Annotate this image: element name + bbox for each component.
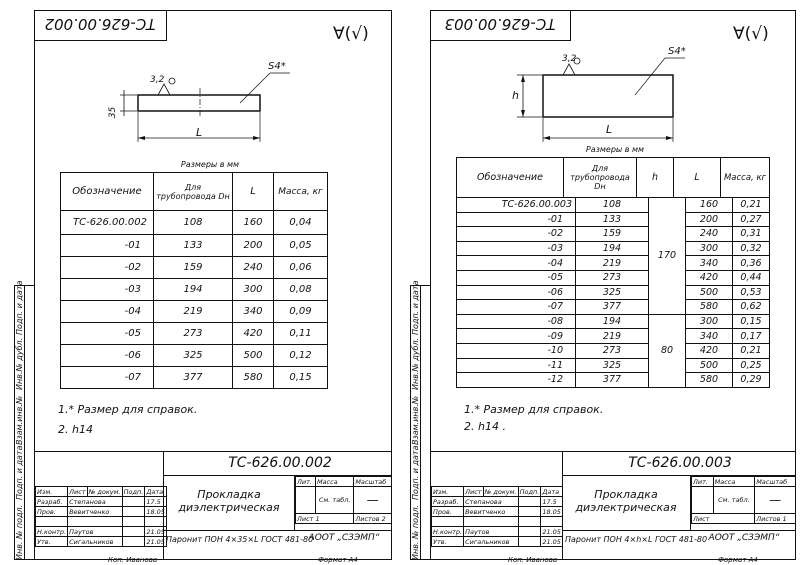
right-spec-table [456,157,770,198]
left-dim-s: S4* [268,61,286,72]
left-row-7-code: -07 [61,367,154,389]
left-tb-right: Лит. Масса Масштаб См. табл. — Лист 1 Листов 2 [295,476,392,524]
left-tb-utv-name: Сигальников [68,537,123,547]
right-row-10 [457,343,770,358]
left-note-2: 2. h14 [58,423,93,436]
right-row-12-col-0: -12 [457,373,576,388]
right-row-5-col-1: 273 [576,270,649,285]
right-th-mass: Масса, кг [721,158,770,198]
left-format: Формат А4 [318,556,358,564]
right-row-9-col-1: 219 [576,329,649,344]
right-row-7-col-1: 377 [576,300,649,315]
left-dim-chamfer: 3,2 [150,75,165,85]
right-row-8 [457,314,770,329]
right-row-0-col-1: 108 [576,198,649,213]
right-row-3-col-0: -03 [457,241,576,256]
right-tb-izm: Изм. [432,487,464,497]
right-tb-nkontr: Н.контр. [433,527,463,536]
left-tb-mass: См. табл. [315,487,353,514]
right-tb-utv: Утв. [432,537,464,547]
left-row-3-l: 300 [233,279,274,301]
left-tb-lit: Лит. [296,477,316,487]
right-row-7-col-4: 0,62 [733,300,770,315]
left-tb-razrab-name: Степанова [68,497,123,507]
left-tb-scale-h: Масштаб [354,477,392,487]
right-top-code: ТС-626.00.003 [444,15,556,33]
right-dim-s: S4* [668,46,686,57]
right-row-3 [457,241,770,256]
left-tb-doc: № докум. [88,487,121,496]
left-row-0-mass: 0,04 [274,211,328,235]
left-row-4-mass: 0,09 [274,301,328,323]
right-th-h: h [637,158,674,198]
left-spec-table [60,172,328,389]
right-tb-doc: № докум. [484,487,517,496]
right-th-designation: Обозначение [457,158,564,198]
left-row-2-mass: 0,06 [274,257,328,279]
right-row-9-col-4: 0,17 [733,329,770,344]
right-dim-l: L [606,123,613,136]
right-row-3-col-4: 0,32 [733,241,770,256]
right-tb-prov-date: 18.05 [542,507,561,516]
left-tb-date: Дата [145,487,167,497]
right-row-11-col-3: 500 [686,358,733,373]
right-row-8-col-0: -08 [457,314,576,329]
left-row-5-mass: 0,11 [274,323,328,345]
right-row-5-col-4: 0,44 [733,270,770,285]
right-org: АООТ „СЗЭМП“ [708,533,780,543]
left-row-0-l: 160 [233,211,274,235]
right-row-7 [457,300,770,315]
left-tb-razrab: Разраб. [36,497,68,507]
left-row-2-dn: 159 [154,257,233,279]
right-tb-nkontr-date: 21.05 [542,527,561,536]
right-row-1-col-4: 0,27 [733,212,770,227]
left-row-6-l: 500 [233,345,274,367]
left-row-4-code: -04 [61,301,154,323]
left-row-1-code: -01 [61,235,154,257]
right-tb-razrab-name: Степанова [464,497,519,507]
left-row-1-l: 200 [233,235,274,257]
right-tb-nkontr-name: Паутов [464,527,519,537]
left-title-code: ТС-626.00.002 [228,455,332,471]
left-tb-prov-date: 18.05 [146,507,165,516]
left-tb-prov: Пров. [36,507,68,517]
left-row-2-l: 240 [233,257,274,279]
right-row-2-col-4: 0,31 [733,227,770,242]
left-row-4-dn: 219 [154,301,233,323]
left-tb-sheets: Листов 2 [354,514,392,524]
left-row-5-l: 420 [233,323,274,345]
right-tb-date: Дата [541,487,563,497]
left-tb-left [35,486,167,547]
right-dim-h: h [512,89,519,102]
right-tb-scale-h: Масштаб [755,477,796,487]
left-row-6-code: -06 [61,345,154,367]
right-row-6-col-1: 325 [576,285,649,300]
left-tb-utv-date: 21.05 [146,537,165,546]
right-row-6-col-4: 0,53 [733,285,770,300]
right-row-1 [457,212,770,227]
left-row-4-l: 340 [233,301,274,323]
left-copied: Коп. Иванова [108,556,158,564]
right-tb-prov: Пров. [432,507,464,517]
right-row-8-col-3: 300 [686,314,733,329]
left-org: АООТ „СЗЭМП“ [308,533,380,543]
left-tb-razrab-date: 17.5 [145,497,167,507]
left-row-7-mass: 0,15 [274,367,328,389]
right-tb-sheet: Лист [692,514,755,524]
right-sidebar-label-3: Взам.инв.№ [411,395,420,445]
left-row-6-mass: 0,12 [274,345,328,367]
left-row-3-code: -03 [61,279,154,301]
right-sidebar-label-2: Подп. и дата [411,445,420,500]
right-tb-utv-name: Сигальников [464,537,519,547]
left-row-6-dn: 325 [154,345,233,367]
left-th-mass: Масса, кг [274,173,328,211]
left-tb-list: Лист [69,487,86,496]
right-row-3-col-1: 194 [576,241,649,256]
right-row-8-col-4: 0,15 [733,314,770,329]
right-row-10-col-4: 0,21 [733,343,770,358]
right-row-12 [457,373,770,388]
right-row-7-col-3: 580 [686,300,733,315]
right-row-1-col-3: 200 [686,212,733,227]
left-tb-nkontr-date: 21.05 [146,527,165,536]
right-tb-list: Лист [465,487,482,496]
right-sidebar-label-5: Подп. и дата [411,280,420,335]
right-dim-chamfer: 3,2 [562,54,577,64]
right-row-1-col-1: 133 [576,212,649,227]
right-tb-lit: Лит. [692,477,714,487]
right-row-11-col-1: 325 [576,358,649,373]
left-sidebar-label-3: Взам.инв.№ [15,395,24,445]
right-row-9-col-0: -09 [457,329,576,344]
right-th-dn: Для трубопровода Dн [564,158,637,198]
right-row-6 [457,285,770,300]
right-row-2-col-3: 240 [686,227,733,242]
left-row-5-dn: 273 [154,323,233,345]
right-row-0-col-0: ТС-626.00.003 [457,198,576,213]
right-tb-left [431,486,563,547]
right-row-0-col-3: 160 [686,198,733,213]
right-row-5 [457,270,770,285]
right-row-6-col-3: 500 [686,285,733,300]
right-row-4-col-0: -04 [457,256,576,271]
right-row-4-col-3: 340 [686,256,733,271]
left-dim-h: 35 [108,106,119,119]
left-tb-hline-2 [163,530,392,531]
right-row-2 [457,227,770,242]
right-row-9 [457,329,770,344]
left-th-l: L [233,173,274,211]
right-row-1-col-0: -01 [457,212,576,227]
right-row-4-col-4: 0,36 [733,256,770,271]
right-row-10-col-1: 273 [576,343,649,358]
right-sidebar-divider [420,285,421,560]
left-row-3-dn: 194 [154,279,233,301]
right-h-group-0: 170 [649,198,686,315]
right-tb-sign: Подп. [519,487,540,496]
left-sidebar-label-4: Инв.№ дубл. [15,337,24,390]
left-th-dn: Для трубопровода Dн [154,173,233,211]
left-roughness: ∀(√) [333,24,369,44]
left-sidebar-divider [24,285,25,560]
left-tb-sign: Подп. [123,487,144,496]
right-part-drawing [505,50,695,150]
right-h-group-1: 80 [649,314,686,387]
left-tb-nkontr: Н.контр. [37,527,67,536]
right-note-1: 1.* Размер для справок. [464,403,604,416]
left-tb-nkontr-name: Паутов [68,527,123,537]
right-note-2: 2. h14 . [464,420,506,433]
right-row-0 [457,198,770,213]
right-row-4-col-1: 219 [576,256,649,271]
right-sheet [400,0,800,565]
left-sizes-label: Размеры в мм [180,160,240,169]
right-tb-mass: См. табл. [713,487,755,514]
right-th-l: L [674,158,721,198]
right-tb-hline-2 [562,530,796,531]
right-tb-razrab-date: 17.5 [541,497,563,507]
right-row-5-col-3: 420 [686,270,733,285]
right-row-10-col-3: 420 [686,343,733,358]
left-row-3-mass: 0,08 [274,279,328,301]
right-tb-prov-name: Вевитченко [464,507,519,517]
left-title-name: Прокладка диэлектрическая [178,488,280,515]
left-row-0-code: ТС-626.00.002 [61,211,154,235]
right-sidebar-label-1: Инв. № подл. [411,504,420,560]
right-row-11-col-0: -11 [457,358,576,373]
left-sidebar-label-2: Подп. и дата [15,445,24,500]
right-sizes-label: Размеры в мм [585,145,645,154]
left-th-designation: Обозначение [61,173,154,211]
left-row-7-l: 580 [233,367,274,389]
right-row-11 [457,358,770,373]
left-material: Паронит ПОН 4×35×L ГОСТ 481-80 [166,535,314,544]
left-sheet [0,0,395,565]
left-row-2-code: -02 [61,257,154,279]
left-sidebar-label-1: Инв. № подл. [15,504,24,560]
right-copied: Коп. Иванова [508,556,558,564]
right-row-8-col-1: 194 [576,314,649,329]
right-roughness: ∀(√) [733,24,769,44]
right-material: Паронит ПОН 4×h×L ГОСТ 481-80 [565,535,708,544]
right-row-11-col-4: 0,25 [733,358,770,373]
right-title-code: ТС-626.00.003 [628,455,732,471]
right-row-12-col-3: 580 [686,373,733,388]
left-tb-mass-h: Масса [315,477,353,487]
right-sidebar-label-4: Инв.№ дубл. [411,337,420,390]
right-row-10-col-0: -10 [457,343,576,358]
right-row-2-col-1: 159 [576,227,649,242]
right-row-9-col-3: 340 [686,329,733,344]
right-tb-sheets: Листов 1 [755,514,796,524]
right-tb-razrab: Разраб. [432,497,464,507]
right-title-name: Прокладка диэлектрическая [575,488,677,515]
right-tb-right: Лит. Масса Масштаб См. табл. — Лист Листов 1 [691,476,796,524]
right-tb-mass-h: Масса [713,477,755,487]
left-dim-l: L [196,126,203,139]
left-tb-izm: Изм. [36,487,68,497]
left-top-code: ТС-626.00.002 [44,15,156,33]
right-spec-table-body [456,197,770,388]
right-tb-utv-date: 21.05 [542,537,561,546]
right-row-0-col-4: 0,21 [733,198,770,213]
right-row-3-col-3: 300 [686,241,733,256]
right-format: Формат А4 [718,556,758,564]
left-note-1: 1.* Размер для справок. [58,403,198,416]
right-row-7-col-0: -07 [457,300,576,315]
left-row-5-code: -05 [61,323,154,345]
left-row-0-dn: 108 [154,211,233,235]
left-tb-utv: Утв. [36,537,68,547]
left-row-1-mass: 0,05 [274,235,328,257]
left-tb-prov-name: Вевитченко [68,507,123,517]
right-row-12-col-4: 0,29 [733,373,770,388]
right-row-5-col-0: -05 [457,270,576,285]
left-tb-sheet: Лист 1 [296,514,354,524]
left-sidebar-label-5: Подп. и дата [15,280,24,335]
right-row-6-col-0: -06 [457,285,576,300]
right-row-12-col-1: 377 [576,373,649,388]
left-row-7-dn: 377 [154,367,233,389]
right-row-4 [457,256,770,271]
left-row-1-dn: 133 [154,235,233,257]
right-row-2-col-0: -02 [457,227,576,242]
